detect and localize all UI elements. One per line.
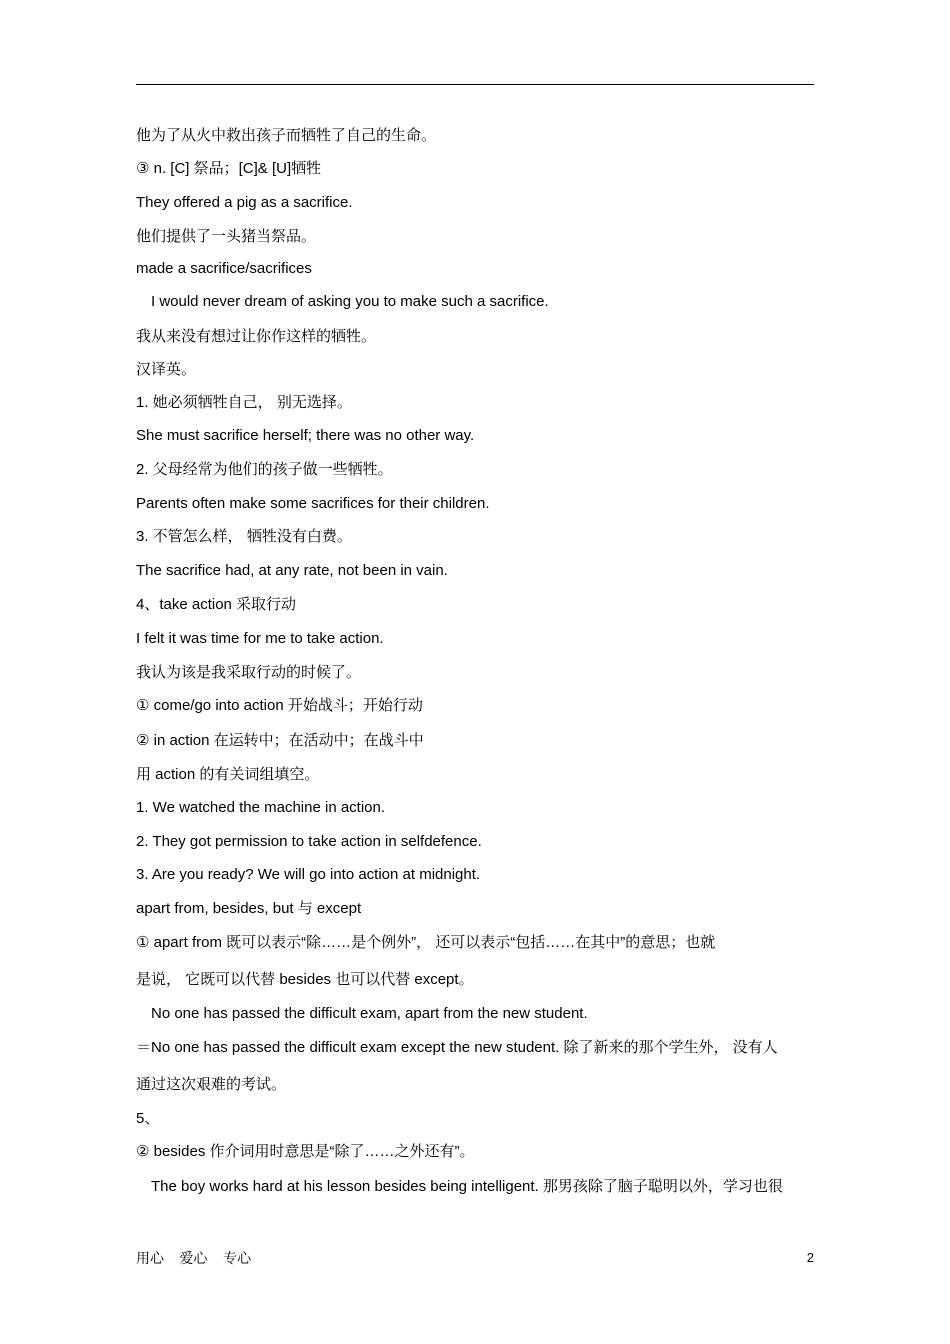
text-line: 3. 不管怎么样， 牺牲没有白费。 [136,528,352,545]
page-number: 2 [806,1250,814,1265]
text-line: 5、 [136,1110,160,1127]
text-line: 汉译英。 [136,361,197,378]
text-line: 他为了从火中救出孩子而牺牲了自己的生命。 [136,127,437,144]
document-body [136,0,816,1220]
text-line: No one has passed the difficult exam, apart from the new student. [151,1005,588,1022]
footer-motto: 用心 爱心 专心 [136,1250,252,1266]
text-line: ② in action 在运转中；在活动中；在战斗中 [136,732,424,749]
text-line: ① come/go into action 开始战斗；开始行动 [136,697,423,714]
text-line: ③ n. [C] 祭品；[C]& [U]牺牲 [136,160,322,177]
text-line: made a sacrifice/sacrifices [136,260,312,277]
text-line: 4、take action 采取行动 [136,596,297,613]
text-line: They offered a pig as a sacrifice. [136,194,353,211]
text-line: 通过这次艰难的考试。 [136,1076,287,1093]
text-line: 是说， 它既可以代替 besides 也可以代替 except。 [136,971,474,988]
text-line: 我从来没有想过让你作这样的牺牲。 [136,328,377,345]
text-line: 我认为该是我采取行动的时候了。 [136,664,362,681]
text-line: 他们提供了一头猪当祭品。 [136,228,317,245]
text-line: ② besides 作介词用时意思是“除了……之外还有”。 [136,1143,475,1160]
text-line: 1. We watched the machine in action. [136,799,386,816]
text-line: ＝No one has passed the difficult exam except the new student. 除了新来的那个学生外， 没有人 [136,1039,778,1056]
text-line: ① apart from 既可以表示“除……是个例外”， 还可以表示“包括……在其中”的意思；也就 [136,934,716,951]
text-line: 3. Are you ready? We will go into action at midnight. [136,866,481,883]
text-line: 2. 父母经常为他们的孩子做一些牺牲。 [136,461,393,478]
text-line: She must sacrifice herself; there was no other way. [136,427,475,444]
text-line: The boy works hard at his lesson besides being intelligent. 那男孩除了脑子聪明以外，学习也很 [151,1178,783,1195]
text-line: 2. They got permission to take action in selfdefence. [136,833,482,850]
text-line: I would never dream of asking you to make such a sacrifice. [151,293,549,310]
text-line: 1. 她必须牺牲自己， 别无选择。 [136,394,352,411]
text-line: 用 action 的有关词组填空。 [136,766,320,783]
text-line: I felt it was time for me to take action. [136,630,384,647]
text-line: The sacrifice had, at any rate, not been in vain. [136,562,448,579]
text-line: Parents often make some sacrifices for their children. [136,495,490,512]
text-line: apart from, besides, but 与 except [136,900,362,917]
